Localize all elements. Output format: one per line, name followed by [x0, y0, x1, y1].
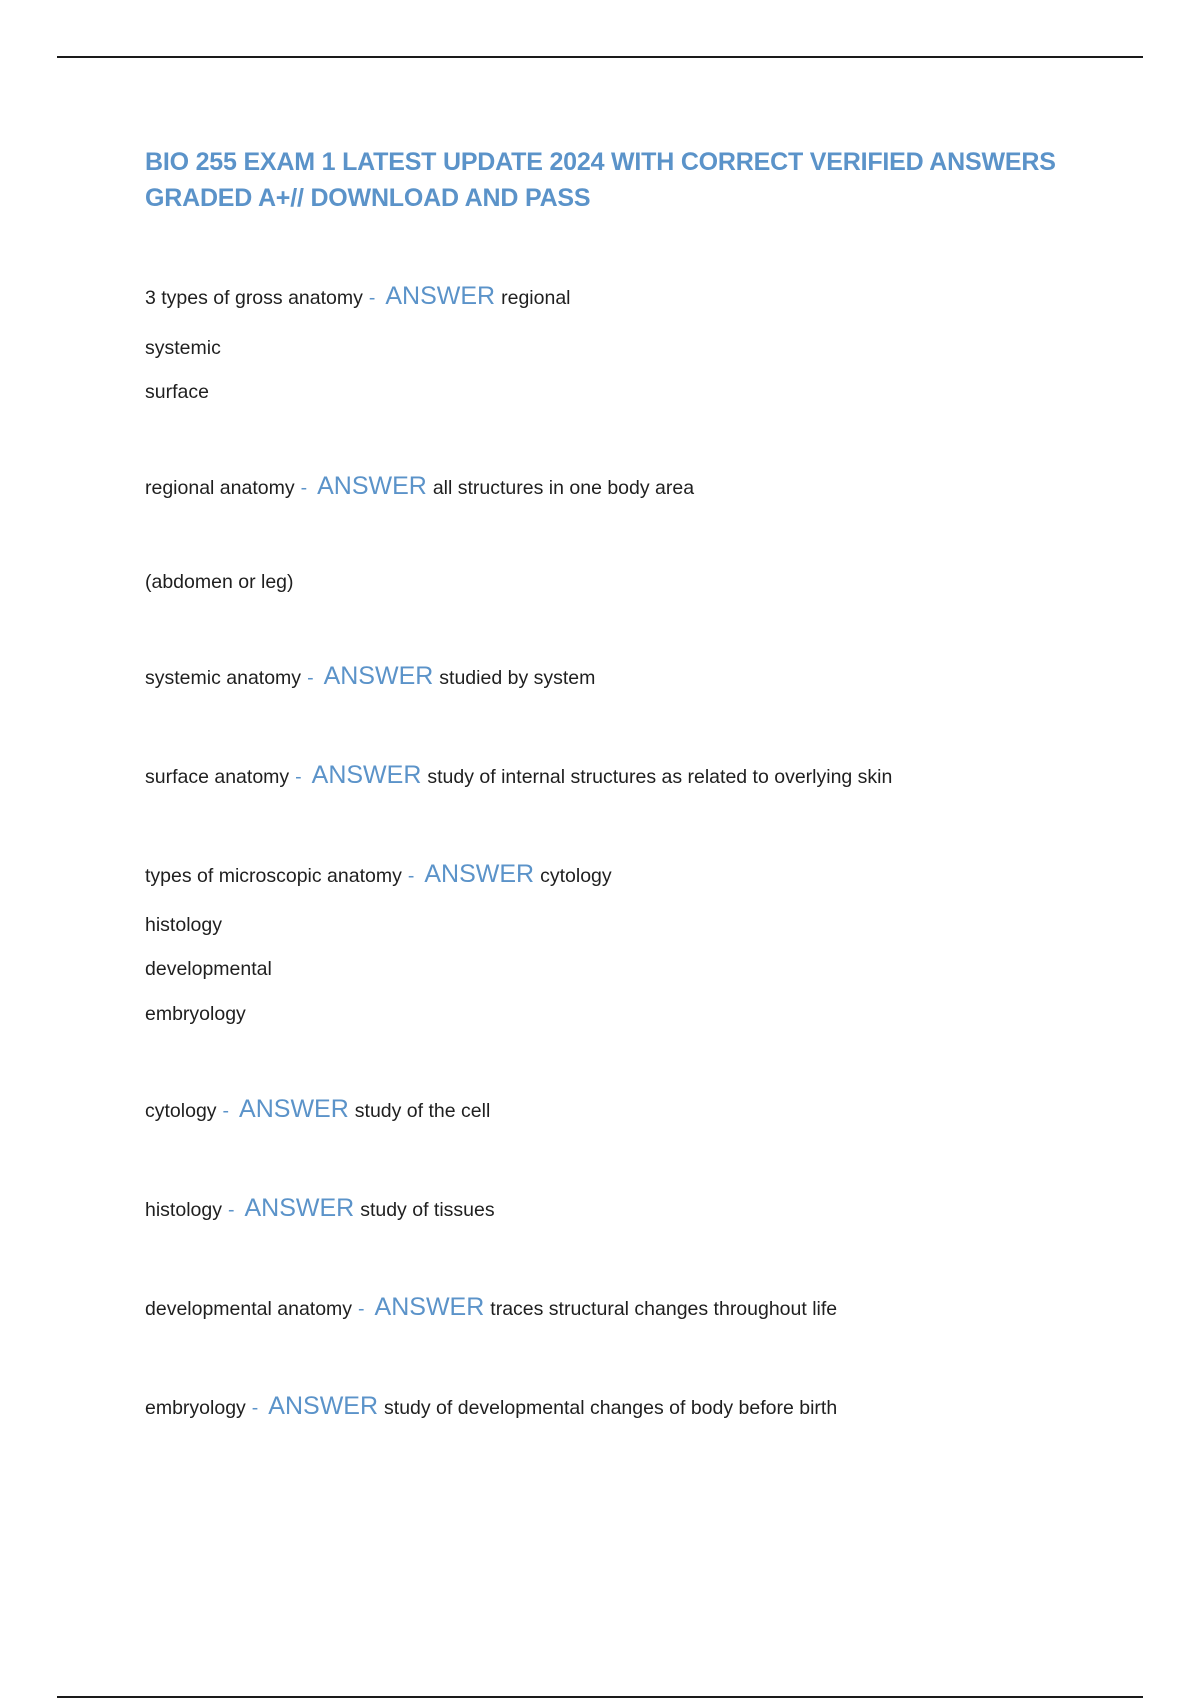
answer-marker: ANSWER: [244, 1194, 355, 1222]
qa-term: regional anatomy: [145, 477, 295, 499]
qa-separator: -: [222, 1100, 230, 1122]
answer-marker: ANSWER: [317, 472, 427, 500]
answer-continuation: histology: [145, 914, 222, 936]
qa-answer: all structures in one body area: [432, 477, 695, 499]
qa-item-histology: [145, 1194, 495, 1224]
answer-marker: ANSWER: [374, 1293, 485, 1321]
qa-term: 3 types of gross anatomy: [145, 287, 363, 309]
answer-marker: ANSWER: [239, 1095, 349, 1123]
qa-term: systemic anatomy: [145, 667, 302, 689]
answer-marker: ANSWER: [424, 860, 535, 888]
qa-term: types of microscopic anatomy: [145, 865, 402, 887]
answer-marker: ANSWER: [385, 282, 496, 310]
qa-term: cytology: [145, 1100, 217, 1122]
qa-answer: study of internal structures as related to overlying skin: [427, 766, 893, 788]
answer-marker: ANSWER: [323, 662, 434, 690]
document-title: [145, 144, 1105, 216]
qa-item-developmental-anatomy: [145, 1293, 837, 1323]
answer-continuation: developmental: [145, 958, 272, 980]
qa-separator: -: [300, 477, 308, 499]
bottom-rule: [57, 1696, 1143, 1698]
qa-item-regional-anatomy: [145, 472, 694, 502]
qa-item-embryology: [145, 1392, 837, 1422]
title-line-1: BIO 255 EXAM 1 LATEST UPDATE 2024 WITH CORRECT VERIFIED ANSWERS: [145, 148, 1056, 176]
answer-marker: ANSWER: [268, 1392, 379, 1420]
qa-separator: -: [407, 865, 415, 887]
qa-separator: -: [358, 1298, 365, 1320]
answer-continuation: (abdomen or leg): [145, 571, 294, 593]
qa-separator: -: [251, 1397, 259, 1419]
qa-separator: -: [227, 1199, 235, 1221]
qa-item-cytology: [145, 1095, 490, 1125]
answer-marker: ANSWER: [311, 761, 422, 789]
qa-term: surface anatomy: [145, 766, 290, 788]
qa-separator: -: [368, 287, 376, 309]
qa-answer: regional: [501, 287, 571, 309]
qa-answer: study of tissues: [360, 1199, 495, 1221]
answer-continuation: embryology: [145, 1003, 246, 1025]
qa-term: developmental anatomy: [145, 1298, 353, 1320]
qa-term: histology: [145, 1199, 222, 1221]
answer-continuation: surface: [145, 381, 209, 403]
qa-item-gross-anatomy: [145, 282, 571, 312]
qa-answer: studied by system: [439, 667, 596, 689]
qa-term: embryology: [145, 1397, 246, 1419]
qa-separator: -: [295, 766, 302, 788]
answer-continuation: systemic: [145, 337, 221, 359]
qa-answer: study of developmental changes of body before birth: [384, 1397, 838, 1419]
qa-answer: study of the cell: [354, 1100, 491, 1122]
qa-item-systemic-anatomy: [145, 662, 595, 692]
qa-item-microscopic-anatomy: [145, 860, 612, 890]
top-rule: [57, 56, 1143, 58]
qa-answer: traces structural changes throughout life: [490, 1298, 838, 1320]
title-line-2: GRADED A+// DOWNLOAD AND PASS: [145, 184, 591, 212]
qa-answer: cytology: [540, 865, 612, 887]
qa-item-surface-anatomy: [145, 761, 892, 791]
qa-separator: -: [307, 667, 314, 689]
